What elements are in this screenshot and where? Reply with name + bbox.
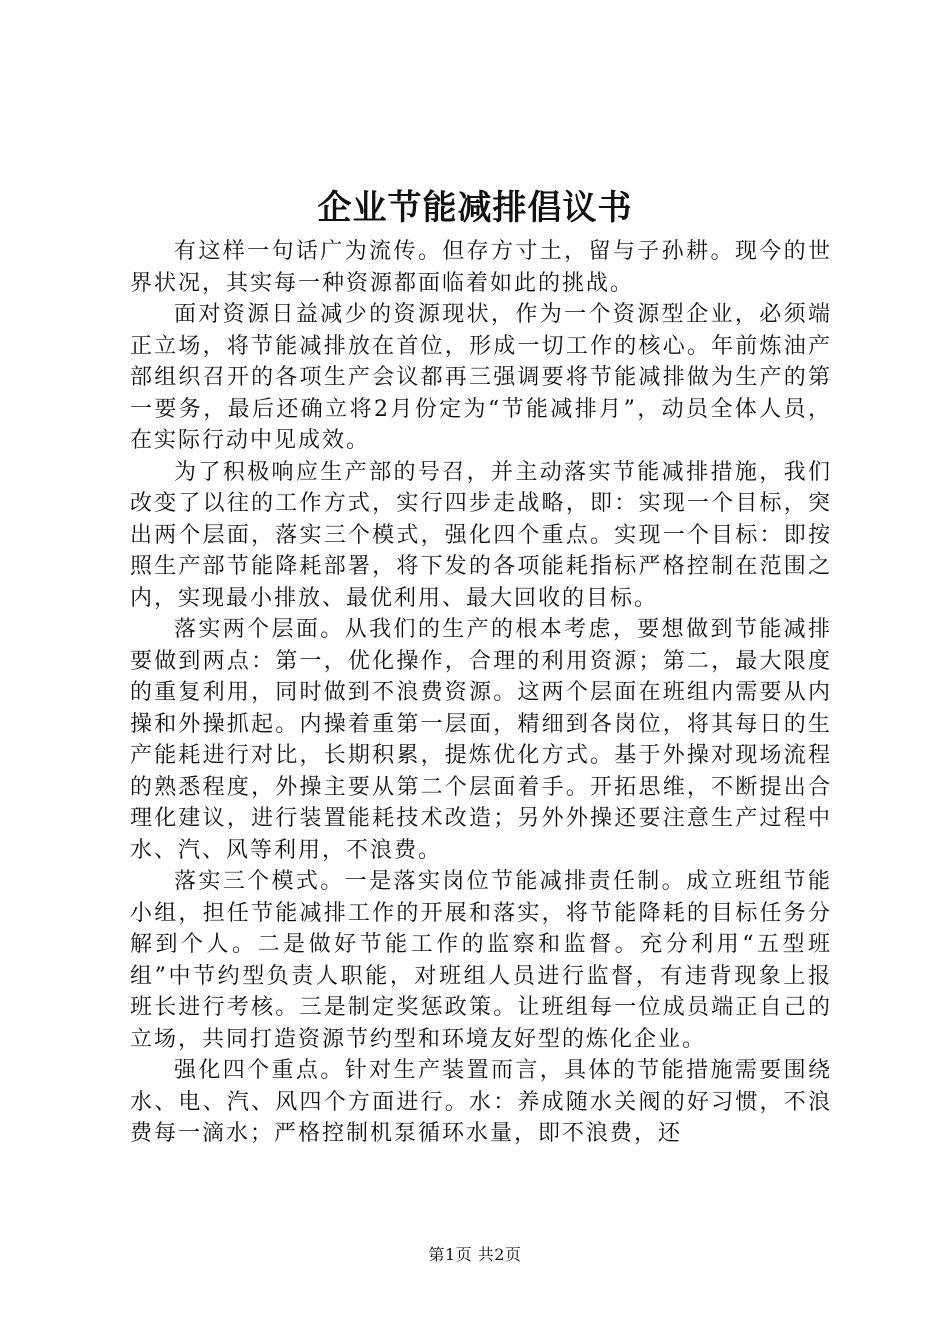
- document-title: 企业节能减排倡议书: [317, 188, 633, 228]
- document-body: [130, 236, 832, 1150]
- paragraph: 面对资源日益减少的资源现状，作为一个资源型企业，必须端正立场，将节能减排放在首位，形成一切工作的核心。年前炼油产部组织召开的各项生产会议都再三强调要将节能减排做为生产的第一要务，最后还确立将2月份定为“节能减排月”，动员全体人员，在实际行动中见成效。: [130, 302, 832, 453]
- paragraph: 落实三个模式。一是落实岗位节能减排责任制。成立班组节能小组，担任节能减排工作的开展和落实，将节能降耗的目标任务分解到个人。二是做好节能工作的监察和监督。充分利用“五型班组”中节约型负责人职能，对班组人员进行监督，有违背现象上报班长进行考核。三是制定奖惩政策。让班组每一位成员端正自己的立场，共同打造资源节约型和环境友好型的炼化企业。: [130, 869, 832, 1052]
- paragraph: 落实两个层面。从我们的生产的根本考虑，要想做到节能减排要做到两点：第一，优化操作，合理的利用资源；第二，最大限度的重复利用，同时做到不浪费资源。这两个层面在班组内需要从内操和外操抓起。内操着重第一层面，精细到各岗位，将其每日的生产能耗进行对比，长期积累，提炼优化方式。基于外操对现场流程的熟悉程度，外操主要从第二个层面着手。开拓思维，不断提出合理化建议，进行装置能耗技术改造；另外外操还要注意生产过程中水、汽、风等利用，不浪费。: [130, 617, 832, 863]
- page-number-footer: 第1页 共2页: [428, 1245, 522, 1264]
- paragraph: 强化四个重点。针对生产装置而言，具体的节能措施需要围绕水、电、汽、风四个方面进行。水：养成随水关阀的好习惯，不浪费每一滴水；严格控制机泵循环水量，即不浪费，还: [130, 1058, 832, 1146]
- paragraph: 为了积极响应生产部的号召，并主动落实节能减排措施，我们改变了以往的工作方式，实行四步走战略，即：实现一个目标，突出两个层面，落实三个模式，强化四个重点。实现一个目标：即按照生产部节能降耗部署，将下发的各项能耗指标严格控制在范围之内，实现最小排放、最优利用、最大回收的目标。: [130, 459, 832, 611]
- paragraph: 有这样一句话广为流传。但存方寸土，留与子孙耕。现今的世界状况，其实每一种资源都面临着如此的挑战。: [130, 239, 832, 296]
